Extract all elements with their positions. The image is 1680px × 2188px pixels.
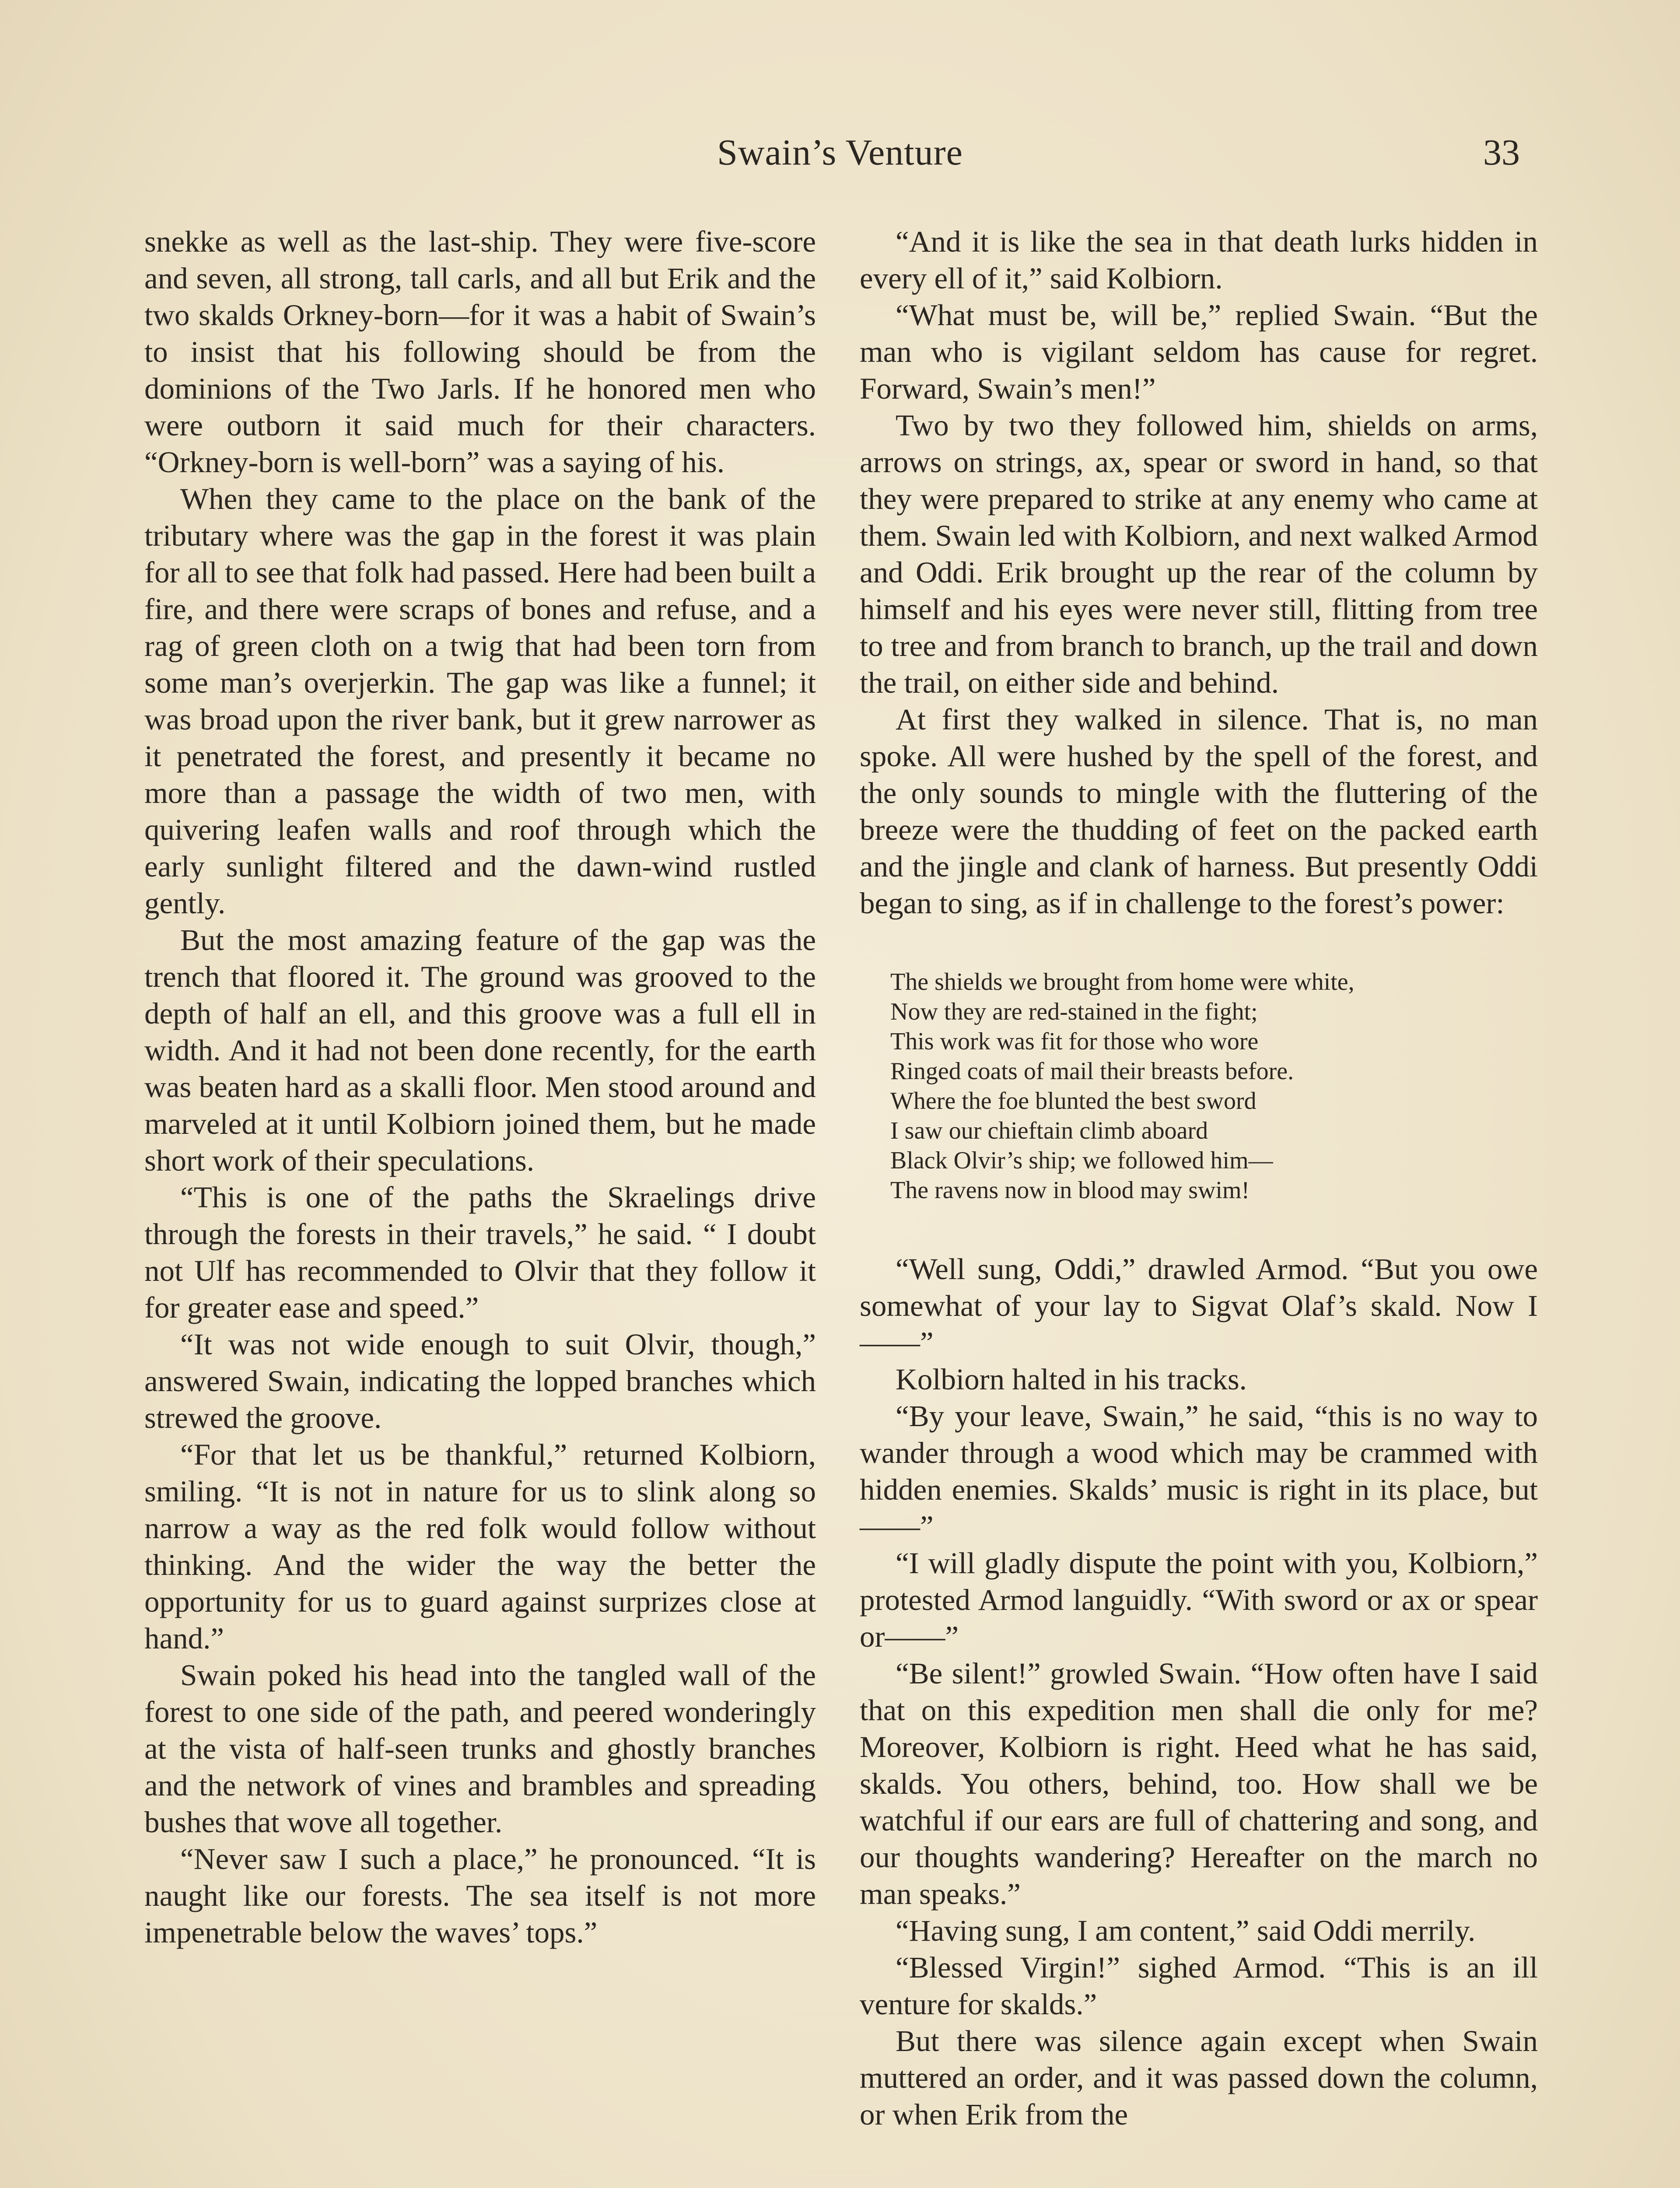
paragraph: “This is one of the paths the Skraelings drive through the forests in their travels,” he said. “ I doubt not Ulf has recommended to Olvir that they follow it for greater ease and speed.” (144, 1181, 816, 1324)
paragraph: “By your leave, Swain,” he said, “this is no way to wander through a wood which may be crammed with hidden enemies. Skalds’ music is right in its place, but——” (860, 1399, 1538, 1543)
verse-line: Black Olvir’s ship; we followed him— (890, 1147, 1273, 1174)
verse-line: I saw our chieftain climb aboard (890, 1117, 1208, 1144)
paragraph: “It was not wide enough to suit Olvir, though,” answered Swain, indicating the lopped branches which strewed the groove. (144, 1328, 816, 1434)
right-column (860, 223, 1538, 2133)
paragraph: At first they walked in silence. That is, no man spoke. All were hushed by the spell of the forest, and the only sounds to mingle with the fluttering of the breeze were the thudding of feet on the packed earth and the jingle and clank of harness. But presently Oddi began to sing, as if in challenge to the forest’s power: (860, 703, 1538, 920)
paragraph: “Never saw I such a place,” he pronounced. “It is naught like our forests. The sea itself is not more impenetrable below the waves’ tops.” (144, 1842, 816, 1949)
paragraph: “And it is like the sea in that death lurks hidden in every ell of it,” said Kolbiorn. (860, 225, 1538, 295)
paragraph: “Blessed Virgin!” sighed Armod. “This is an ill venture for skalds.” (860, 1951, 1538, 2021)
paragraph: “I will gladly dispute the point with you, Kolbiorn,” protested Armod languidly. “With sword or ax or spear or——” (860, 1546, 1538, 1653)
left-column (144, 223, 816, 1951)
paragraph: “What must be, will be,” replied Swain. “But the man who is vigilant seldom has cause for regret. Forward, Swain’s men!” (860, 298, 1538, 405)
paragraph: “For that let us be thankful,” returned Kolbiorn, smiling. “It is not in nature for us to slink along so narrow a way as the red folk would follow without thinking. And the wider the way the better the opportunity for us to guard against surprizes close at hand.” (144, 1438, 816, 1655)
paragraph: Two by two they followed him, shields on arms, arrows on strings, ax, spear or sword in hand, so that they were prepared to strike at any enemy who came at them. Swain led with Kolbiorn, and next walked Armod and Oddi. Erik brought up the rear of the column by himself and his eyes were never still, flitting from tree to tree and from branch to branch, up the trail and down the trail, on either side and behind. (860, 409, 1538, 699)
verse-line: The shields we brought from home were white, (890, 968, 1354, 996)
paragraph: “Having sung, I am content,” said Oddi merrily. (896, 1914, 1476, 1947)
paragraph: But there was silence again except when Swain muttered an order, and it was passed down the column, or when Erik from the (860, 2024, 1538, 2131)
verse-line: This work was fit for those who wore (890, 1028, 1259, 1055)
paragraph: Swain poked his head into the tangled wall of the forest to one side of the path, and peered wonderingly at the vista of half-seen trunks and ghostly branches and the network of vines and brambles and spreading bushes that wove all together. (144, 1659, 816, 1839)
paragraph: snekke as well as the last-ship. They were five-score and seven, all strong, tall carls, and all but Erik and the two skalds Orkney-born—for it was a habit of Swain’s to insist that his following should be from the dominions of the Two Jarls. If he honored men who were outborn it said much for their characters. “Orkney-born is well-born” was a saying of his. (144, 225, 816, 479)
paragraph: When they came to the place on the bank of the tributary where was the gap in the forest it was plain for all to see that folk had passed. Here had been built a fire, and there were scraps of bones and refuse, and a rag of green cloth on a twig that had been torn from some man’s overjerkin. The gap was like a funnel; it was broad upon the river bank, but it grew narrower as it penetrated the forest, and presently it became no more than a passage the width of two men, with quivering leafen walls and roof through which the early sunlight filtered and the dawn-wind rustled gently. (144, 482, 816, 920)
running-head: Swain’s Venture (717, 132, 963, 173)
verse-block (890, 967, 1538, 1205)
paragraph: “Well sung, Oddi,” drawled Armod. “But you owe somewhat of your lay to Sigvat Olaf’s skald. Now I——” (860, 1252, 1538, 1359)
page-number: 33 (1483, 132, 1520, 173)
verse-line: Ringed coats of mail their breasts before. (890, 1058, 1294, 1085)
paragraph: But the most amazing feature of the gap was the trench that floored it. The ground was grooved to the depth of half an ell, and this groove was a full ell in width. And it had not been done recently, for the earth was beaten hard as a skalli floor. Men stood around and marveled at it until Kolbiorn joined them, but he made short work of their speculations. (144, 923, 816, 1177)
verse-line: The ravens now in blood may swim! (890, 1177, 1250, 1204)
paragraph: “Be silent!” growled Swain. “How often have I said that on this expedition men shall die only for me? Moreover, Kolbiorn is right. Heed what he has said, skalds. You others, behind, too. How shall we be watchful if our ears are full of chattering and song, and our thoughts wandering? Hereafter on the march no man speaks.” (860, 1657, 1538, 1911)
paragraph: Kolbiorn halted in his tracks. (896, 1363, 1247, 1396)
verse-line: Where the foe blunted the best sword (890, 1087, 1256, 1115)
verse-line: Now they are red-stained in the fight; (890, 998, 1258, 1025)
